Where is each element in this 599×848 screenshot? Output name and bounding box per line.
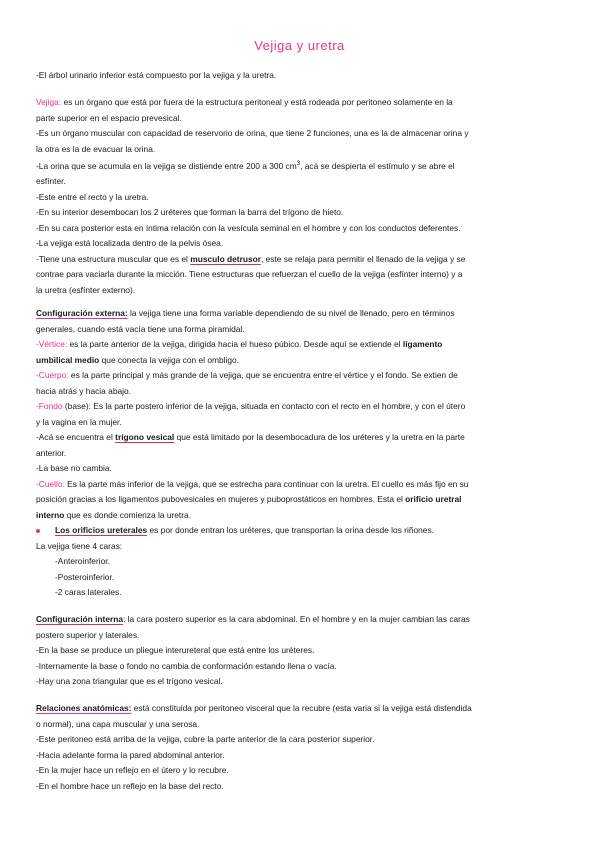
vejiga-line (36, 95, 566, 111)
relaciones-line: o normal), una capa muscular y una serosa. (36, 718, 200, 729)
externa-text: Es la parte más inferior de la vejiga, que se estrecha para continuar con la uretra. El cuello es más fijo en su (64, 478, 469, 489)
interna-line: -Hay una zona triangular que es el trígono vesical. (36, 676, 223, 686)
vejiga-text: -Tiene una estructura muscular que es el (36, 253, 191, 264)
orificios-ureterales-term: Los orificios ureterales (55, 525, 148, 535)
externa-line (36, 477, 566, 493)
superscript: 3 (296, 161, 301, 167)
externa-text: posición gracias a los ligamentos pubovesicales en mujeres y puboprostáticos en hombres. Esta el (36, 494, 406, 504)
externa-line (36, 399, 566, 415)
interno-term: interno (36, 509, 65, 520)
vejiga-text: -La orina que se acumula en la vejiga se distiende entre 200 a 300 cm (36, 160, 297, 171)
umbilical-term: umbilical medio (36, 354, 100, 365)
externa-text: que es donde comienza la uretra. (64, 509, 192, 520)
relaciones-heading: Relaciones anatómicas: (36, 703, 132, 713)
externa-text: es la parte principal y más grande de la vejiga, que se encuentra entre el vértice y el fondo. Se extien de (68, 370, 458, 380)
cara-item: -Posteroinferior. (55, 571, 115, 582)
externa-line (36, 337, 566, 353)
vejiga-line: parte superior en el espacio prevesical. (36, 112, 182, 123)
externa-text: (base): Es la parte postero inferior de la vejiga, situada en contacto con el recto en el hombre, y con el útero (62, 401, 466, 411)
interna-line: postero superior y laterales. (36, 629, 140, 640)
externa-line (36, 508, 566, 524)
interna-heading: Configuración interna (36, 614, 124, 624)
intro-section (36, 68, 566, 84)
cara-item: -Anteroinferior. (55, 556, 110, 566)
page-title: Vejiga y uretra (254, 38, 345, 53)
fondo-label: -Fondo (36, 401, 63, 411)
vejiga-line: -Es un órgano muscular con capacidad de reservorio de orina, que tiene 2 funciones, una es la de almacenar orina y (36, 128, 469, 138)
externa-text: que conecta la vejiga con el ombligo. (99, 354, 239, 365)
externa-line (36, 353, 566, 369)
ligamento-term: ligamento (402, 339, 443, 349)
externa-text: que está limitado por la desembocadura de los uréteres y la uretra en la parte (174, 432, 465, 442)
bullet-dot-icon (36, 529, 40, 533)
interna-line: -Internamente la base o fondo no cambia de conformación estando llena o vacía. (36, 660, 337, 671)
externa-heading: Configuración externa: (36, 308, 128, 318)
relaciones-section (36, 701, 566, 794)
externa-line: y la vagina en la mujer. (36, 416, 122, 427)
interna-text: : la cara postero superior es la cara abdominal. En el hombre y en la mujer cambian las caras (123, 614, 470, 624)
relaciones-line: -Hacia adelante forma la pared abdominal anterior. (36, 749, 225, 760)
vejiga-line: contrae para vaciarla durante la micción. Tiene estructuras que refuerzan el cuello de la vejiga (esfínter interno) y a (36, 269, 463, 280)
cuerpo-label: -Cuerpo: (36, 370, 69, 380)
externa-line: -La base no cambia. (36, 463, 112, 473)
externa-line (36, 306, 566, 322)
vejiga-line: -La vejiga está localizada dentro de la pelvis ósea. (36, 238, 224, 249)
vejiga-line (36, 157, 566, 174)
vejiga-line (36, 252, 566, 268)
musculo-detrusor-term: musculo detrusor (190, 253, 261, 264)
externa-text: la vejiga tiene una forma variable dependiendo de su nivel de llenado, pero en términos (127, 308, 455, 318)
relaciones-line: -Este peritoneo está arriba de la vejiga, cubre la parte anterior de la cara posterior superior. (36, 734, 375, 744)
vejiga-text: es un órgano que está por fuera de la estructura peritoneal y está rodeada por peritoneo solamente en la (61, 97, 453, 107)
interna-line (36, 612, 566, 628)
cuello-label: -Cuello: (36, 478, 65, 489)
externa-line (36, 368, 566, 384)
externa-line: anterior. (36, 447, 67, 458)
bullet-text: es por donde entran los uréteres, que transportan la orina desde los riñones. (147, 525, 434, 535)
vejiga-line: la uretra (esfínter externo). (36, 284, 136, 295)
externa-text: -Acá se encuentra el (36, 432, 116, 442)
vejiga-text: , este se relaja para permitir el llenado de la vejiga y se (260, 253, 466, 264)
relaciones-line (36, 701, 566, 717)
bullet-item (36, 523, 566, 539)
externa-line (36, 430, 566, 446)
vejiga-line: -Este entre el recto y la uretra. (36, 191, 149, 202)
externa-text: es la parte anterior de la vejiga, dirigida hacia el hueso púbico. Desde aquí se extiende el (67, 339, 403, 349)
vejiga-line: esfínter. (36, 176, 66, 187)
orificio-uretral-term: orificio uretral (405, 494, 462, 504)
externa-line: hacia atrás y hacia abajo. (36, 385, 131, 396)
vejiga-line: -En su cara posterior esta en íntima relación con la vesícula seminal en el hombre y con los conductos deferentes. (36, 222, 461, 233)
cara-item: -2 caras laterales. (55, 587, 122, 597)
vejiga-line: -En su interior desembocan los 2 uréteres que forman la barra del trígono de hieto. (36, 207, 344, 218)
relaciones-text: está constituida por peritoneo visceral que la recubre (esta varia si la vejiga está distendida (131, 703, 472, 713)
vertice-label: -Vértice: (36, 339, 68, 349)
vejiga-text: , acá se despierta el estímulo y se abre el (300, 160, 455, 171)
interna-line: -En la base se produce un pliegue interureteral que está entre los uréteres. (36, 645, 315, 655)
vejiga-line: la otra es la de evacuar la orina. (36, 143, 156, 154)
externa-section (36, 306, 566, 601)
vejiga-section (36, 95, 566, 298)
relaciones-line: -En la mujer hace un reflejo en el útero y lo recubre. (36, 765, 229, 775)
relaciones-line: -En el hombre hace un reflejo en la base del recto. (36, 780, 224, 791)
externa-line: generales, cuando está vacía tiene una forma piramidal. (36, 323, 245, 334)
caras-intro: La vejiga tiene 4 caras: (36, 540, 123, 551)
interna-section (36, 612, 566, 690)
trigono-vesical-term: trígono vesical (115, 432, 175, 442)
intro-paragraph: -El árbol urinario inferior está compuesto por la vejiga y la uretra. (36, 70, 277, 80)
vejiga-label: Vejiga: (36, 97, 62, 107)
externa-line (36, 492, 566, 508)
